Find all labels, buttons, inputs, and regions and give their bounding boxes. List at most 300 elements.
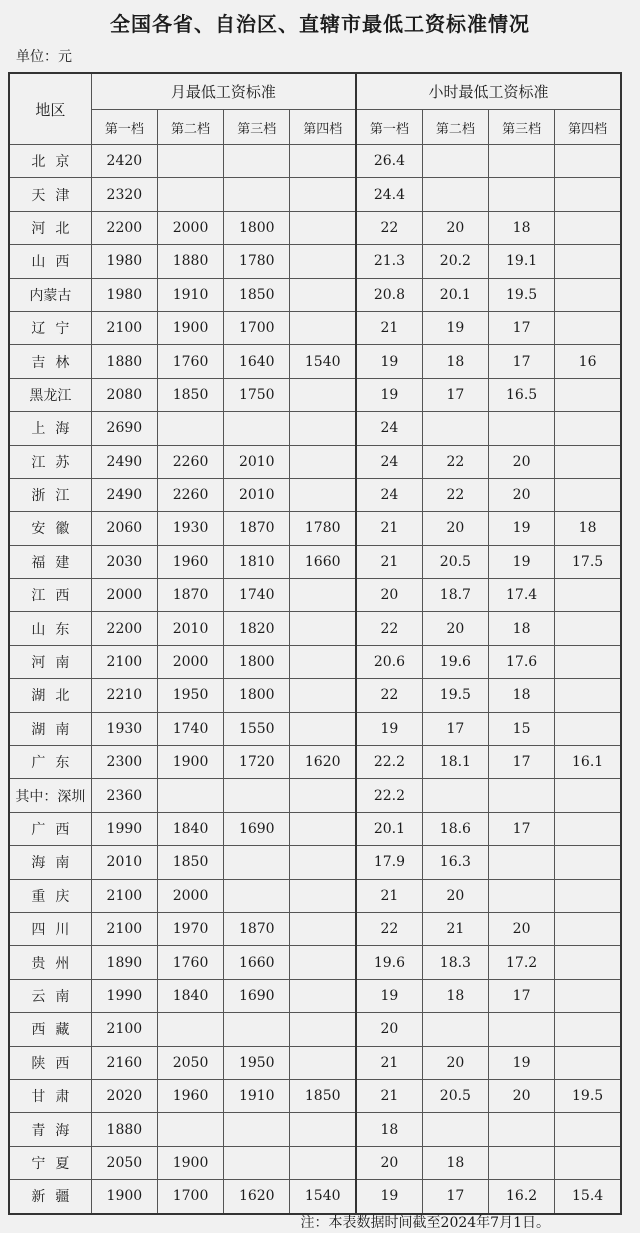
table-row xyxy=(9,712,621,745)
monthly-tier-4-cell xyxy=(290,1013,356,1046)
hourly-tier-3-cell: 17.4 xyxy=(488,579,554,612)
hourly-tier-4-cell xyxy=(555,946,621,979)
hourly-tier-2-cell: 20.5 xyxy=(422,545,488,578)
hourly-tier-2-cell: 20 xyxy=(422,612,488,645)
monthly-tier-2-cell: 2260 xyxy=(157,478,223,511)
hourly-tier-4-cell xyxy=(555,145,621,178)
monthly-tier-1-cell: 2420 xyxy=(91,145,157,178)
monthly-tier-1-cell: 2320 xyxy=(91,178,157,211)
monthly-tier-2-cell xyxy=(157,1013,223,1046)
hourly-tier-2-cell: 19.5 xyxy=(422,679,488,712)
hourly-tier-3-cell: 18 xyxy=(488,612,554,645)
hourly-tier-1-cell: 24.4 xyxy=(356,178,422,211)
region-cell: 吉林 xyxy=(9,345,91,378)
hourly-tier-3-cell: 20 xyxy=(488,478,554,511)
monthly-tier-1-cell: 2200 xyxy=(91,612,157,645)
hourly-tier-4-cell: 16.1 xyxy=(555,746,621,779)
hourly-tier-4-cell: 19.5 xyxy=(555,1079,621,1112)
region-cell: 甘肃 xyxy=(9,1079,91,1112)
monthly-tier-3-cell: 1810 xyxy=(224,545,290,578)
monthly-tier-2-cell: 1840 xyxy=(157,979,223,1012)
header-region: 地区 xyxy=(9,73,91,145)
hourly-tier-2-cell: 19 xyxy=(422,311,488,344)
monthly-tier-4-cell xyxy=(290,1046,356,1079)
monthly-tier-2-cell: 1900 xyxy=(157,746,223,779)
monthly-tier-1-cell: 1890 xyxy=(91,946,157,979)
table-row xyxy=(9,1146,621,1179)
hourly-tier-3-cell xyxy=(488,1113,554,1146)
monthly-tier-3-cell: 2010 xyxy=(224,445,290,478)
hourly-tier-1-cell: 21 xyxy=(356,1046,422,1079)
region-cell: 上海 xyxy=(9,412,91,445)
monthly-tier-1-cell: 2030 xyxy=(91,545,157,578)
hourly-tier-2-cell: 20.5 xyxy=(422,1079,488,1112)
monthly-tier-4-cell: 1540 xyxy=(290,1180,356,1214)
hourly-tier-3-cell xyxy=(488,779,554,812)
hourly-tier-1-cell: 20 xyxy=(356,1146,422,1179)
hourly-tier-3-cell: 20 xyxy=(488,445,554,478)
monthly-tier-2-cell: 1950 xyxy=(157,679,223,712)
hourly-tier-3-cell: 18 xyxy=(488,679,554,712)
hourly-tier-2-cell xyxy=(422,412,488,445)
hourly-tier-3-cell: 19 xyxy=(488,1046,554,1079)
hourly-tier-2-cell: 17 xyxy=(422,378,488,411)
header-monthly-tier-3: 第三档 xyxy=(224,110,290,145)
hourly-tier-4-cell xyxy=(555,579,621,612)
monthly-tier-1-cell: 1980 xyxy=(91,245,157,278)
monthly-tier-2-cell xyxy=(157,412,223,445)
hourly-tier-1-cell: 19 xyxy=(356,345,422,378)
table-row xyxy=(9,1079,621,1112)
table-row xyxy=(9,812,621,845)
monthly-tier-3-cell xyxy=(224,779,290,812)
region-cell: 广东 xyxy=(9,746,91,779)
hourly-tier-1-cell: 20.6 xyxy=(356,645,422,678)
monthly-tier-1-cell: 2160 xyxy=(91,1046,157,1079)
region-cell: 北京 xyxy=(9,145,91,178)
monthly-tier-1-cell: 2210 xyxy=(91,679,157,712)
hourly-tier-1-cell: 22.2 xyxy=(356,746,422,779)
hourly-tier-3-cell: 17.6 xyxy=(488,645,554,678)
monthly-tier-2-cell: 1960 xyxy=(157,545,223,578)
hourly-tier-2-cell xyxy=(422,779,488,812)
table-row xyxy=(9,145,621,178)
monthly-tier-3-cell xyxy=(224,846,290,879)
monthly-tier-1-cell: 2100 xyxy=(91,1013,157,1046)
hourly-tier-4-cell xyxy=(555,1113,621,1146)
monthly-tier-4-cell xyxy=(290,378,356,411)
table-row xyxy=(9,412,621,445)
monthly-tier-3-cell: 1910 xyxy=(224,1079,290,1112)
header-hourly-tier-2: 第二档 xyxy=(422,110,488,145)
table-row xyxy=(9,612,621,645)
hourly-tier-4-cell: 16 xyxy=(555,345,621,378)
monthly-tier-1-cell: 1880 xyxy=(91,345,157,378)
monthly-tier-1-cell: 2100 xyxy=(91,912,157,945)
hourly-tier-3-cell xyxy=(488,1146,554,1179)
monthly-tier-4-cell xyxy=(290,879,356,912)
table-row xyxy=(9,378,621,411)
monthly-tier-1-cell: 2100 xyxy=(91,311,157,344)
table-row xyxy=(9,278,621,311)
hourly-tier-1-cell: 21 xyxy=(356,1079,422,1112)
table-row xyxy=(9,245,621,278)
monthly-tier-2-cell xyxy=(157,779,223,812)
hourly-tier-1-cell: 24 xyxy=(356,478,422,511)
hourly-tier-3-cell xyxy=(488,879,554,912)
table-row xyxy=(9,912,621,945)
hourly-tier-3-cell: 16.2 xyxy=(488,1180,554,1214)
monthly-tier-4-cell xyxy=(290,412,356,445)
hourly-tier-4-cell xyxy=(555,612,621,645)
hourly-tier-3-cell: 19 xyxy=(488,512,554,545)
region-cell: 山西 xyxy=(9,245,91,278)
hourly-tier-2-cell: 20 xyxy=(422,211,488,244)
monthly-tier-2-cell: 1960 xyxy=(157,1079,223,1112)
monthly-tier-4-cell xyxy=(290,712,356,745)
region-cell: 云南 xyxy=(9,979,91,1012)
hourly-tier-1-cell: 22 xyxy=(356,612,422,645)
monthly-tier-1-cell: 1980 xyxy=(91,278,157,311)
hourly-tier-2-cell: 18.1 xyxy=(422,746,488,779)
table-row xyxy=(9,879,621,912)
hourly-tier-2-cell: 18.3 xyxy=(422,946,488,979)
monthly-tier-3-cell: 1690 xyxy=(224,979,290,1012)
region-cell: 湖南 xyxy=(9,712,91,745)
monthly-tier-4-cell xyxy=(290,846,356,879)
table-row xyxy=(9,1046,621,1079)
table-row xyxy=(9,779,621,812)
region-cell: 宁夏 xyxy=(9,1146,91,1179)
hourly-tier-1-cell: 19 xyxy=(356,1180,422,1214)
monthly-tier-4-cell: 1660 xyxy=(290,545,356,578)
hourly-tier-4-cell: 17.5 xyxy=(555,545,621,578)
hourly-tier-4-cell xyxy=(555,979,621,1012)
table-body xyxy=(9,145,621,1214)
monthly-tier-3-cell: 1690 xyxy=(224,812,290,845)
hourly-tier-2-cell: 18 xyxy=(422,1146,488,1179)
monthly-tier-1-cell: 1900 xyxy=(91,1180,157,1214)
region-cell: 陕西 xyxy=(9,1046,91,1079)
hourly-tier-2-cell: 20.2 xyxy=(422,245,488,278)
hourly-tier-1-cell: 20.8 xyxy=(356,278,422,311)
unit-label: 单位：元 xyxy=(16,49,72,65)
footnote: 注：本表数据时间截至2024年7月1日。 xyxy=(300,1215,550,1231)
table-row xyxy=(9,679,621,712)
hourly-tier-3-cell: 17 xyxy=(488,746,554,779)
table-row xyxy=(9,1113,621,1146)
monthly-tier-2-cell: 1850 xyxy=(157,846,223,879)
table-row xyxy=(9,579,621,612)
monthly-tier-1-cell: 2010 xyxy=(91,846,157,879)
monthly-tier-4-cell xyxy=(290,812,356,845)
monthly-tier-4-cell xyxy=(290,1146,356,1179)
region-cell: 浙江 xyxy=(9,478,91,511)
monthly-tier-4-cell xyxy=(290,311,356,344)
monthly-tier-3-cell: 1850 xyxy=(224,278,290,311)
region-cell: 黑龙江 xyxy=(9,378,91,411)
hourly-tier-3-cell: 15 xyxy=(488,712,554,745)
monthly-tier-2-cell: 1700 xyxy=(157,1180,223,1214)
monthly-tier-4-cell: 1540 xyxy=(290,345,356,378)
hourly-tier-1-cell: 19 xyxy=(356,378,422,411)
hourly-tier-3-cell: 17 xyxy=(488,979,554,1012)
hourly-tier-2-cell: 17 xyxy=(422,1180,488,1214)
monthly-tier-2-cell: 2260 xyxy=(157,445,223,478)
monthly-tier-4-cell xyxy=(290,612,356,645)
monthly-tier-3-cell: 1740 xyxy=(224,579,290,612)
table-row xyxy=(9,946,621,979)
hourly-tier-4-cell xyxy=(555,278,621,311)
region-cell: 四川 xyxy=(9,912,91,945)
region-cell: 河北 xyxy=(9,211,91,244)
document-title: 全国各省、自治区、直辖市最低工资标准情况 xyxy=(110,12,530,36)
monthly-tier-4-cell xyxy=(290,946,356,979)
monthly-tier-3-cell xyxy=(224,1146,290,1179)
monthly-tier-3-cell xyxy=(224,1113,290,1146)
header-monthly-tier-4: 第四档 xyxy=(290,110,356,145)
region-cell: 重庆 xyxy=(9,879,91,912)
table-row xyxy=(9,846,621,879)
hourly-tier-4-cell xyxy=(555,645,621,678)
monthly-tier-4-cell: 1620 xyxy=(290,746,356,779)
hourly-tier-3-cell: 19.5 xyxy=(488,278,554,311)
region-cell: 西藏 xyxy=(9,1013,91,1046)
hourly-tier-3-cell: 16.5 xyxy=(488,378,554,411)
monthly-tier-3-cell: 1750 xyxy=(224,378,290,411)
hourly-tier-2-cell xyxy=(422,1113,488,1146)
hourly-tier-4-cell xyxy=(555,378,621,411)
monthly-tier-4-cell xyxy=(290,779,356,812)
hourly-tier-1-cell: 17.9 xyxy=(356,846,422,879)
table-row xyxy=(9,311,621,344)
hourly-tier-2-cell xyxy=(422,145,488,178)
monthly-tier-2-cell: 1740 xyxy=(157,712,223,745)
hourly-tier-4-cell xyxy=(555,712,621,745)
monthly-tier-2-cell xyxy=(157,145,223,178)
monthly-tier-3-cell: 1800 xyxy=(224,645,290,678)
header-hourly-tier-3: 第三档 xyxy=(488,110,554,145)
hourly-tier-3-cell: 20 xyxy=(488,1079,554,1112)
hourly-tier-3-cell xyxy=(488,1013,554,1046)
monthly-tier-2-cell: 1850 xyxy=(157,378,223,411)
hourly-tier-2-cell: 18 xyxy=(422,345,488,378)
monthly-tier-2-cell: 2010 xyxy=(157,612,223,645)
monthly-tier-3-cell: 1800 xyxy=(224,211,290,244)
hourly-tier-1-cell: 22 xyxy=(356,912,422,945)
hourly-tier-4-cell xyxy=(555,211,621,244)
hourly-tier-1-cell: 20 xyxy=(356,1013,422,1046)
monthly-tier-2-cell: 2050 xyxy=(157,1046,223,1079)
hourly-tier-4-cell xyxy=(555,846,621,879)
hourly-tier-1-cell: 19 xyxy=(356,712,422,745)
header-hourly-tier-1: 第一档 xyxy=(356,110,422,145)
hourly-tier-4-cell xyxy=(555,311,621,344)
monthly-tier-1-cell: 2100 xyxy=(91,879,157,912)
region-cell: 河南 xyxy=(9,645,91,678)
hourly-tier-2-cell xyxy=(422,1013,488,1046)
hourly-tier-1-cell: 22 xyxy=(356,679,422,712)
hourly-tier-2-cell: 18.7 xyxy=(422,579,488,612)
header-monthly-tier-1: 第一档 xyxy=(91,110,157,145)
hourly-tier-2-cell: 18 xyxy=(422,979,488,1012)
monthly-tier-3-cell: 1640 xyxy=(224,345,290,378)
hourly-tier-3-cell: 18 xyxy=(488,211,554,244)
hourly-tier-1-cell: 24 xyxy=(356,412,422,445)
header-monthly-tier-2: 第二档 xyxy=(157,110,223,145)
header-monthly: 月最低工资标准 xyxy=(91,73,356,110)
monthly-tier-3-cell xyxy=(224,145,290,178)
hourly-tier-1-cell: 20 xyxy=(356,579,422,612)
monthly-tier-4-cell xyxy=(290,145,356,178)
hourly-tier-4-cell xyxy=(555,178,621,211)
monthly-tier-1-cell: 2200 xyxy=(91,211,157,244)
hourly-tier-1-cell: 18 xyxy=(356,1113,422,1146)
hourly-tier-1-cell: 22 xyxy=(356,211,422,244)
region-cell: 湖北 xyxy=(9,679,91,712)
hourly-tier-4-cell xyxy=(555,912,621,945)
monthly-tier-3-cell: 1820 xyxy=(224,612,290,645)
monthly-tier-4-cell: 1850 xyxy=(290,1079,356,1112)
region-cell: 安徽 xyxy=(9,512,91,545)
monthly-tier-1-cell: 2080 xyxy=(91,378,157,411)
region-cell: 内蒙古 xyxy=(9,278,91,311)
monthly-tier-3-cell xyxy=(224,412,290,445)
monthly-tier-1-cell: 2000 xyxy=(91,579,157,612)
table-row xyxy=(9,512,621,545)
hourly-tier-4-cell xyxy=(555,1013,621,1046)
hourly-tier-2-cell xyxy=(422,178,488,211)
hourly-tier-4-cell: 15.4 xyxy=(555,1180,621,1214)
monthly-tier-1-cell: 1990 xyxy=(91,979,157,1012)
monthly-tier-4-cell xyxy=(290,579,356,612)
table-row xyxy=(9,445,621,478)
region-cell: 辽宁 xyxy=(9,311,91,344)
monthly-tier-3-cell: 1720 xyxy=(224,746,290,779)
region-cell: 贵州 xyxy=(9,946,91,979)
monthly-tier-2-cell: 1900 xyxy=(157,1146,223,1179)
hourly-tier-2-cell: 22 xyxy=(422,478,488,511)
monthly-tier-4-cell xyxy=(290,679,356,712)
hourly-tier-4-cell xyxy=(555,779,621,812)
monthly-tier-2-cell: 2000 xyxy=(157,211,223,244)
hourly-tier-4-cell xyxy=(555,245,621,278)
hourly-tier-3-cell xyxy=(488,178,554,211)
table-row xyxy=(9,1013,621,1046)
monthly-tier-3-cell: 1700 xyxy=(224,311,290,344)
monthly-tier-2-cell xyxy=(157,1113,223,1146)
hourly-tier-1-cell: 19 xyxy=(356,979,422,1012)
hourly-tier-2-cell: 19.6 xyxy=(422,645,488,678)
monthly-tier-4-cell xyxy=(290,1113,356,1146)
monthly-tier-1-cell: 2020 xyxy=(91,1079,157,1112)
table-row xyxy=(9,478,621,511)
hourly-tier-1-cell: 19.6 xyxy=(356,946,422,979)
hourly-tier-1-cell: 21 xyxy=(356,512,422,545)
monthly-tier-4-cell: 1780 xyxy=(290,512,356,545)
monthly-tier-3-cell: 1660 xyxy=(224,946,290,979)
hourly-tier-4-cell xyxy=(555,445,621,478)
monthly-tier-4-cell xyxy=(290,211,356,244)
monthly-tier-3-cell xyxy=(224,1013,290,1046)
table-row xyxy=(9,211,621,244)
monthly-tier-3-cell: 1780 xyxy=(224,245,290,278)
header-hourly-tier-4: 第四档 xyxy=(555,110,621,145)
hourly-tier-3-cell: 17 xyxy=(488,812,554,845)
hourly-tier-2-cell: 22 xyxy=(422,445,488,478)
table-row xyxy=(9,979,621,1012)
hourly-tier-3-cell: 17 xyxy=(488,311,554,344)
monthly-tier-4-cell xyxy=(290,178,356,211)
hourly-tier-1-cell: 21 xyxy=(356,879,422,912)
monthly-tier-1-cell: 2100 xyxy=(91,645,157,678)
hourly-tier-3-cell: 19 xyxy=(488,545,554,578)
hourly-tier-3-cell: 17 xyxy=(488,345,554,378)
header-hourly: 小时最低工资标准 xyxy=(356,73,621,110)
hourly-tier-2-cell: 20 xyxy=(422,879,488,912)
monthly-tier-2-cell: 1870 xyxy=(157,579,223,612)
monthly-tier-4-cell xyxy=(290,979,356,1012)
monthly-tier-4-cell xyxy=(290,478,356,511)
monthly-tier-1-cell: 2490 xyxy=(91,478,157,511)
monthly-tier-2-cell: 2000 xyxy=(157,645,223,678)
monthly-tier-3-cell: 1870 xyxy=(224,512,290,545)
monthly-tier-2-cell: 1760 xyxy=(157,946,223,979)
monthly-tier-1-cell: 1990 xyxy=(91,812,157,845)
region-cell: 江西 xyxy=(9,579,91,612)
hourly-tier-1-cell: 24 xyxy=(356,445,422,478)
hourly-tier-1-cell: 21 xyxy=(356,311,422,344)
monthly-tier-2-cell: 1910 xyxy=(157,278,223,311)
region-cell: 海南 xyxy=(9,846,91,879)
monthly-tier-2-cell: 1930 xyxy=(157,512,223,545)
region-cell: 青海 xyxy=(9,1113,91,1146)
hourly-tier-4-cell xyxy=(555,412,621,445)
monthly-tier-3-cell xyxy=(224,178,290,211)
hourly-tier-4-cell xyxy=(555,478,621,511)
monthly-tier-3-cell: 1800 xyxy=(224,679,290,712)
region-cell: 福建 xyxy=(9,545,91,578)
hourly-tier-1-cell: 21 xyxy=(356,545,422,578)
hourly-tier-4-cell xyxy=(555,1146,621,1179)
region-cell: 山东 xyxy=(9,612,91,645)
hourly-tier-2-cell: 21 xyxy=(422,912,488,945)
monthly-tier-3-cell: 1620 xyxy=(224,1180,290,1214)
hourly-tier-3-cell xyxy=(488,846,554,879)
monthly-tier-3-cell: 1950 xyxy=(224,1046,290,1079)
hourly-tier-1-cell: 26.4 xyxy=(356,145,422,178)
hourly-tier-3-cell xyxy=(488,412,554,445)
hourly-tier-4-cell xyxy=(555,679,621,712)
hourly-tier-4-cell: 18 xyxy=(555,512,621,545)
hourly-tier-3-cell: 17.2 xyxy=(488,946,554,979)
monthly-tier-3-cell: 1870 xyxy=(224,912,290,945)
min-wage-table xyxy=(8,72,622,1215)
hourly-tier-2-cell: 16.3 xyxy=(422,846,488,879)
monthly-tier-2-cell: 1880 xyxy=(157,245,223,278)
monthly-tier-1-cell: 2060 xyxy=(91,512,157,545)
monthly-tier-2-cell: 1840 xyxy=(157,812,223,845)
table-row xyxy=(9,746,621,779)
monthly-tier-3-cell: 2010 xyxy=(224,478,290,511)
hourly-tier-1-cell: 20.1 xyxy=(356,812,422,845)
monthly-tier-2-cell: 1970 xyxy=(157,912,223,945)
hourly-tier-3-cell xyxy=(488,145,554,178)
monthly-tier-4-cell xyxy=(290,645,356,678)
monthly-tier-2-cell: 1900 xyxy=(157,311,223,344)
hourly-tier-4-cell xyxy=(555,1046,621,1079)
monthly-tier-1-cell: 2050 xyxy=(91,1146,157,1179)
